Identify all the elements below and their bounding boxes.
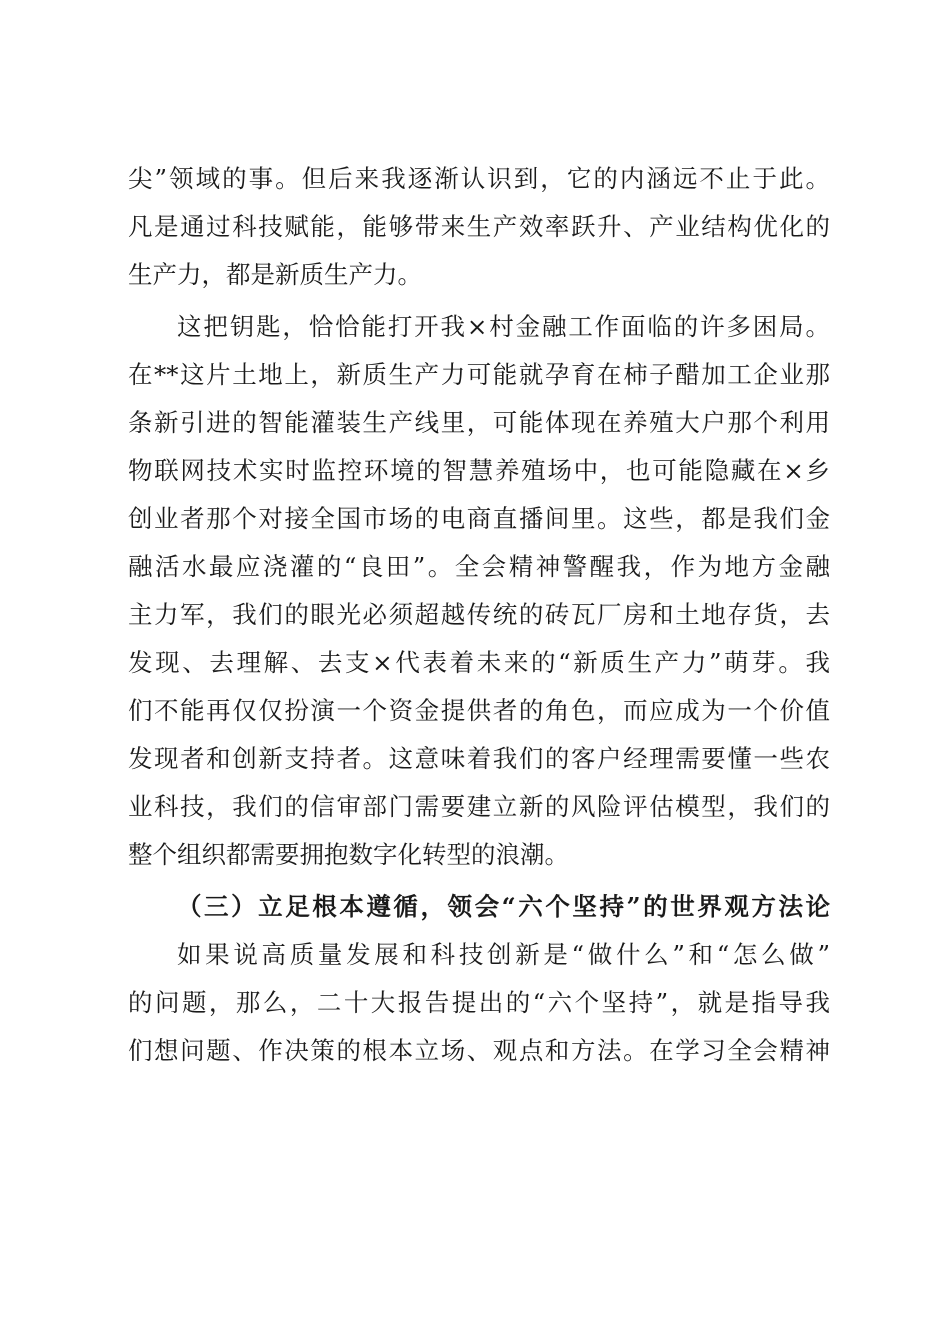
paragraph-1 [128, 155, 830, 299]
text-line: 整个组织都需要拥抱数字化转型的浪潮。 [128, 840, 569, 869]
text-line: 在**这片土地上，新质生产力可能就孕育在柿子醋加工企业那 [128, 360, 830, 389]
text-line: 发现者和创新支持者。这意味着我们的客户经理需要懂一些农 [128, 744, 830, 773]
text-line: 尖”领域的事。但后来我逐渐认识到，它的内涵远不止于此。 [128, 164, 830, 193]
text-line: 如果说高质量发展和科技创新是“做什么”和“怎么做” [177, 940, 830, 969]
text-line: 融活水最应浇灌的“良田”。全会精神警醒我，作为地方金融 [128, 552, 830, 581]
text-line: 生产力，都是新质生产力。 [128, 260, 422, 289]
text-line: 发现、去理解、去支×代表着未来的“新质生产力”萌芽。我 [128, 648, 830, 677]
text-line: 主力军，我们的眼光必须超越传统的砖瓦厂房和土地存货，去 [128, 600, 830, 629]
text-line: 们想问题、作决策的根本立场、观点和方法。在学习全会精神 [128, 1036, 830, 1065]
text-line: 创业者那个对接全国市场的电商直播间里。这些，都是我们金 [128, 504, 830, 533]
section-heading: （三）立足根本遵循，领会“六个坚持”的世界观方法论 [177, 892, 830, 921]
text-line: 们不能再仅仅扮演一个资金提供者的角色，而应成为一个价值 [128, 696, 830, 725]
text-line: 这把钥匙，恰恰能打开我×村金融工作面临的许多困局。 [177, 312, 830, 341]
text-line: 业科技，我们的信审部门需要建立新的风险评估模型，我们的 [128, 792, 830, 821]
text-line: 物联网技术实时监控环境的智慧养殖场中，也可能隐藏在×乡 [128, 456, 830, 485]
paragraph-3 [128, 931, 830, 1075]
text-line: 条新引进的智能灌装生产线里，可能体现在养殖大户那个利用 [128, 408, 830, 437]
paragraph-2 [128, 303, 830, 879]
text-line: 的问题，那么，二十大报告提出的“六个坚持”，就是指导我 [128, 988, 830, 1017]
text-line: 凡是通过科技赋能，能够带来生产效率跃升、产业结构优化的 [128, 212, 830, 241]
document-body [128, 155, 830, 1075]
